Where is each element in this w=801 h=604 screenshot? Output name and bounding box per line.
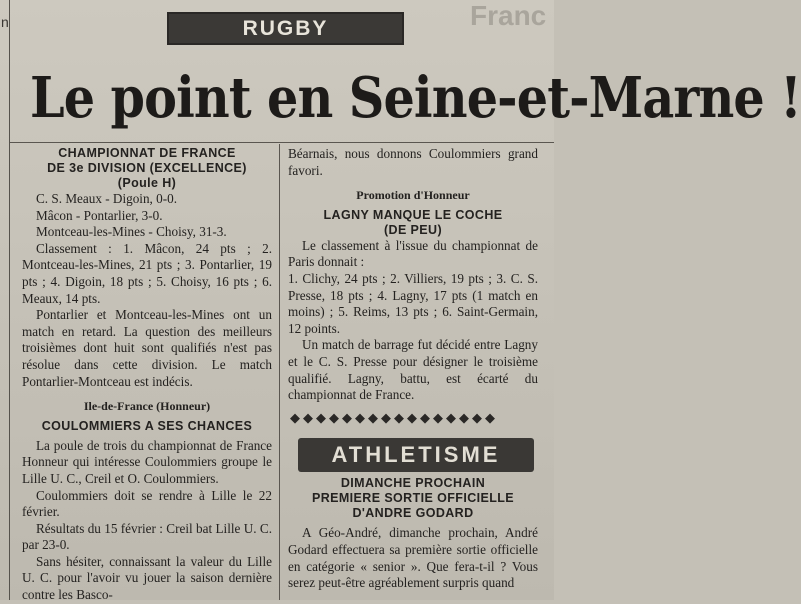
athletics-title: D'ANDRE GODARD [352, 506, 474, 521]
body-paragraph: Pontarlier et Montceau-les-Mines ont un match en retard. La question des meilleurs troisièmes dont huit sont qualifiés n'est pas résolue dans cette division. Le match Pontarlier-Montceau est indécis. [22, 307, 272, 389]
athletics-banner [298, 438, 534, 472]
body-paragraph: Coulommiers doit se rendre à Lille le 22 février. [22, 487, 272, 520]
result-line: C. S. Meaux - Digoin, 0-0. [36, 191, 178, 206]
body-paragraph: Résultats du 15 février : Creil bat Lille U. C. par 23-0. [22, 520, 272, 553]
section-title: LAGNY MANQUE LE COCHE [323, 207, 503, 222]
athletics-title: DIMANCHE PROCHAIN [340, 476, 486, 491]
right-column [288, 146, 538, 592]
headline-rule [10, 142, 554, 143]
continuation-paragraph: Béarnais, nous donnons Coulommiers grand favori. [288, 146, 538, 178]
section-kicker-label: RUGBY [242, 16, 329, 40]
athletics-banner-label: ATHLETISME [331, 442, 501, 468]
adjacent-headline-fragment: Franc [470, 0, 547, 31]
body-paragraph: A Géo-André, dimanche prochain, André Godard effectuera sa première sortie officielle en catégorie « senior ». Que fera-t-il ? Vous serez peut-être agréablement surpris quand [288, 525, 538, 591]
athletics-title: PREMIERE SORTIE OFFICIELLE [311, 491, 515, 506]
section-title: COULOMMIERS A SES CHANCES [41, 418, 253, 433]
championship-heading: CHAMPIONNAT DE FRANCE [58, 146, 236, 160]
section-subtitle: (DE PEU) [383, 222, 443, 237]
pool-heading: (Poule H) [117, 176, 177, 190]
result-line: Mâcon - Pontarlier, 3-0. [36, 207, 163, 223]
adjacent-column-fragment: n [1, 14, 9, 30]
division-heading: DE 3e DIVISION (EXCELLENCE) [47, 161, 247, 175]
standings-paragraph: 1. Clichy, 24 pts ; 2. Villiers, 19 pts ; 3. C. S. Presse, 18 pts ; 4. Lagny, 17 pts (1 match en moins) ; 5. Reims, 13 pts ; 6. Saint-Germain, 12 points. [288, 270, 538, 336]
body-paragraph: Un match de barrage fut décidé entre Lagny et le C. S. Presse pour désigner le troisième qualifié. Lagny, battu, est écarté du championnat de France. [288, 337, 538, 403]
result-line: Montceau-les-Mines - Choisy, 31-3. [36, 224, 227, 240]
section-label: Promotion d'Honneur [356, 188, 470, 203]
adjacent-column-edge [0, 0, 10, 600]
section-label: Ile-de-France (Honneur) [83, 399, 211, 414]
column-rule [279, 144, 280, 600]
diamond-separator: ◆◆◆◆◆◆◆◆◆◆◆◆◆◆◆◆ [290, 409, 498, 425]
standings-paragraph: Classement : 1. Mâcon, 24 pts ; 2. Montceau-les-Mines, 21 pts ; 3. Pontarlier, 19 pts ; 4. Digoin, 18 pts ; 5. Choisy, 16 pts ; 6. Meaux, 14 pts. [22, 240, 272, 306]
body-paragraph: Le classement à l'issue du championnat de Paris donnait : [288, 237, 538, 270]
body-paragraph: Sans hésiter, connaissant la valeur du Lille U. C. pour l'avoir vu jouer la saison dernière contre les Basco- [22, 553, 272, 603]
body-paragraph: La poule de trois du championnat de France Honneur qui intéresse Coulommiers groupe le Lille U. C., Creil et O. Coulommiers. [22, 437, 272, 486]
section-kicker [167, 12, 404, 45]
left-column [22, 146, 272, 604]
headline: Le point en Seine-et-Marne ! [30, 65, 801, 131]
